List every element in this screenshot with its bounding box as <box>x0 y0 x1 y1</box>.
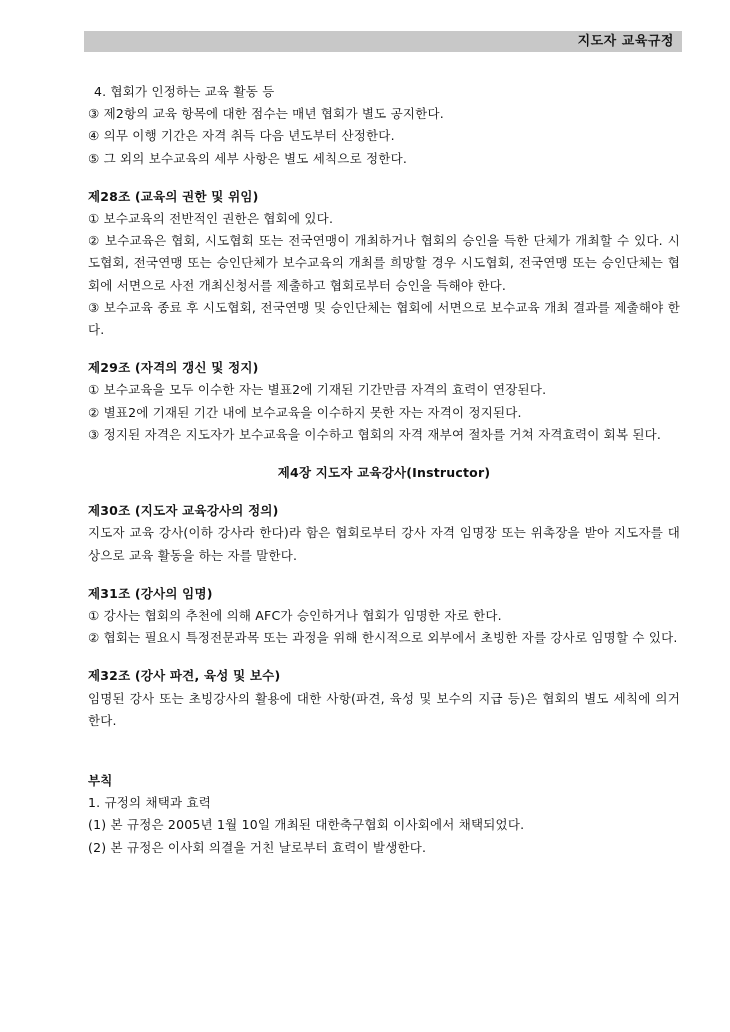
spacer <box>88 170 680 186</box>
article-paragraph: ① 보수교육의 전반적인 권한은 협회에 있다. <box>88 211 334 227</box>
article-paragraph: ③ 정지된 자격은 지도자가 보수교육을 이수하고 협회의 자격 재부여 절차를 거쳐 자격효력이 회복 된다. <box>88 426 662 442</box>
spacer <box>88 341 680 357</box>
chapter-title: 제4장 지도자 교육강사(Instructor) <box>277 465 491 481</box>
article-heading: 제31조 (강사의 임명) <box>88 585 213 601</box>
clause-item-4: 4. 협회가 인정하는 교육 활동 등 <box>94 84 275 99</box>
addendum-heading: 부칙 <box>88 773 113 789</box>
header-title: 지도자 교육규정 <box>577 34 674 49</box>
addendum-subitem: (2) 본 규정은 이사회 의결을 거친 날로부터 효력이 발생한다. <box>88 839 427 855</box>
article-30 <box>88 500 680 567</box>
article-paragraph: ① 보수교육을 모두 이수한 자는 별표2에 기재된 기간만큼 자격의 효력이 연장된다. <box>88 382 547 398</box>
spacer <box>88 732 680 770</box>
article-heading: 제30조 (지도자 교육강사의 정의) <box>88 503 279 519</box>
article-heading: 제32조 (강사 파견, 육성 및 보수) <box>88 668 281 684</box>
spacer <box>88 567 680 583</box>
spacer <box>88 446 680 462</box>
article-paragraph: 임명된 강사 또는 초빙강사의 활용에 대한 사항(파견, 육성 및 보수의 지급 등)은 협회의 별도 세칙에 의거한다. <box>88 690 680 728</box>
article-29 <box>88 357 680 446</box>
article-paragraph: ② 보수교육은 협회, 시도협회 또는 전국연맹이 개최하거나 협회의 승인을 득한 단체가 개최할 수 있다. 시도협회, 전국연맹 또는 승인단체가 보수교육의 개최를 희망할 경우 시도협회, 전국연맹 또는 승인단체는 협회에 서면으로 사전 개최신청서를 제출하고 협회로부터 승인을 득해야 한다. <box>88 233 680 293</box>
article-28 <box>88 186 680 341</box>
clause-item-4b: ④ 의무 이행 기간은 자격 취득 다음 년도부터 산정한다. <box>88 128 395 144</box>
article-paragraph: ② 별표2에 기재된 기간 내에 보수교육을 이수하지 못한 자는 자격이 정지된다. <box>88 404 522 420</box>
article-heading: 제29조 (자격의 갱신 및 정지) <box>88 360 259 376</box>
section-continuation <box>88 81 680 170</box>
article-paragraph: ③ 보수교육 종료 후 시도협회, 전국연맹 및 승인단체는 협회에 서면으로 보수교육 개최 결과를 제출해야 한다. <box>88 299 680 338</box>
addendum-subitem: (1) 본 규정은 2005년 1월 10일 개최된 대한축구협회 이사회에서 채택되었다. <box>88 817 525 833</box>
article-paragraph: ① 강사는 협회의 추천에 의해 AFC가 승인하거나 협회가 임명한 자로 한다. <box>88 608 502 624</box>
article-heading: 제28조 (교육의 권한 및 위임) <box>88 188 259 204</box>
article-32 <box>88 665 680 732</box>
spacer <box>88 484 680 500</box>
spacer <box>88 649 680 665</box>
addendum-item: 1. 규정의 채택과 효력 <box>88 795 212 811</box>
article-31 <box>88 583 680 650</box>
clause-item-5: ⑤ 그 외의 보수교육의 세부 사항은 별도 세칙으로 정한다. <box>88 150 408 166</box>
addendum <box>88 770 680 859</box>
article-paragraph: ② 협회는 필요시 특정전문과목 또는 과정을 위해 한시적으로 외부에서 초빙한 자를 강사로 임명할 수 있다. <box>88 630 678 646</box>
page-header-bar <box>84 31 682 52</box>
article-paragraph: 지도자 교육 강사(이하 강사라 한다)라 함은 협회로부터 강사 자격 임명장 또는 위촉장을 받아 지도자를 대상으로 교육 활동을 하는 자를 말한다. <box>88 525 680 563</box>
clause-item-3: ③ 제2항의 교육 항목에 대한 점수는 매년 협회가 별도 공지한다. <box>88 106 444 122</box>
document-body <box>88 81 680 859</box>
